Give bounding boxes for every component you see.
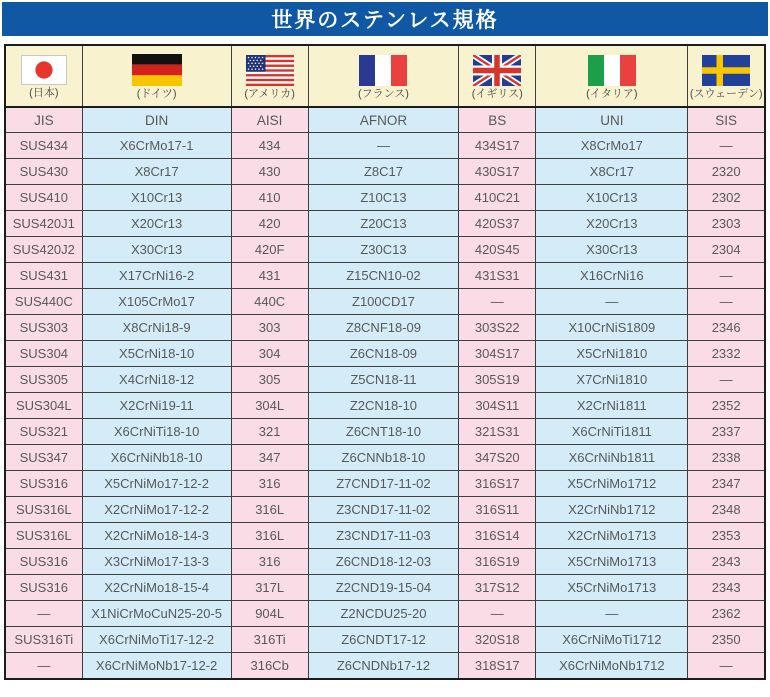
table-cell: — — [536, 601, 688, 627]
table-row — [5, 523, 765, 549]
table-cell: 2343 — [688, 575, 765, 601]
table-cell: 316S11 — [459, 497, 536, 523]
flag-header-row — [5, 45, 765, 107]
table-cell: 430 — [231, 159, 308, 185]
table-cell: Z6CNT18-10 — [308, 419, 458, 445]
table-cell: SUS305 — [5, 367, 82, 393]
table-cell: 316L — [231, 497, 308, 523]
table-cell: SUS321 — [5, 419, 82, 445]
table-cell: 318S17 — [459, 653, 536, 680]
table-cell: 303 — [231, 315, 308, 341]
table-cell: Z6CNDNb17-12 — [308, 653, 458, 680]
country-label: (日本) — [29, 87, 59, 99]
table-cell: X2CrNiNb1712 — [536, 497, 688, 523]
table-cell: — — [459, 601, 536, 627]
table-cell: 303S22 — [459, 315, 536, 341]
table-cell: 410C21 — [459, 185, 536, 211]
country-label: (フランス) — [357, 87, 409, 100]
table-cell: 2332 — [688, 341, 765, 367]
table-cell: Z3CND17-11-02 — [308, 497, 458, 523]
table-cell: Z8CNF18-09 — [308, 315, 458, 341]
table-cell: SUS410 — [5, 185, 82, 211]
table-cell: SUS420J2 — [5, 237, 82, 263]
france-flag-icon — [359, 55, 407, 86]
table-cell: 316S19 — [459, 549, 536, 575]
table-cell: — — [688, 289, 765, 315]
table-cell: X5CrNi1810 — [536, 341, 688, 367]
table-cell: 2302 — [688, 185, 765, 211]
header-sweden — [688, 45, 765, 107]
table-cell: X16CrNi16 — [536, 263, 688, 289]
table-cell: X8CrMo17 — [536, 133, 688, 159]
table-cell: X2CrNi1811 — [536, 393, 688, 419]
table-cell: Z30C13 — [308, 237, 458, 263]
table-cell: 347S20 — [459, 445, 536, 471]
table-cell: SUS316L — [5, 523, 82, 549]
table-cell: — — [688, 653, 765, 680]
table-cell: 321S31 — [459, 419, 536, 445]
table-cell: SUS303 — [5, 315, 82, 341]
table-cell: X2CrNi19-11 — [82, 393, 231, 419]
header-italy — [536, 45, 688, 107]
table-cell: X2CrNiMo1713 — [536, 523, 688, 549]
table-cell: Z2CN18-10 — [308, 393, 458, 419]
table-cell: 431 — [231, 263, 308, 289]
code-sis: SIS — [688, 107, 765, 133]
table-cell: Z7CND17-11-02 — [308, 471, 458, 497]
table-cell: — — [688, 133, 765, 159]
country-label: (ドイツ) — [136, 88, 177, 100]
table-cell: X5CrNiMo1712 — [536, 471, 688, 497]
usa-flag-icon — [246, 55, 294, 86]
table-cell: X105CrMo17 — [82, 289, 231, 315]
table-cell: X6CrMo17-1 — [82, 133, 231, 159]
table-cell: SUS316L — [5, 497, 82, 523]
table-cell: — — [5, 653, 82, 680]
table-cell: 440C — [231, 289, 308, 315]
table-row — [5, 601, 765, 627]
table-cell: Z100CD17 — [308, 289, 458, 315]
table-cell: X2CrNiMo18-14-3 — [82, 523, 231, 549]
table-cell: 2346 — [688, 315, 765, 341]
japan-flag-icon — [21, 55, 67, 85]
table-cell: X20Cr13 — [82, 211, 231, 237]
table-cell: — — [536, 289, 688, 315]
table-row — [5, 211, 765, 237]
table-cell: X7CrNi1810 — [536, 367, 688, 393]
table-cell: 304S17 — [459, 341, 536, 367]
table-row — [5, 419, 765, 445]
table-cell: 317S12 — [459, 575, 536, 601]
table-cell: X5CrNiMo1713 — [536, 575, 688, 601]
table-cell: X20Cr13 — [536, 211, 688, 237]
table-row — [5, 367, 765, 393]
table-cell: Z2NCDU25-20 — [308, 601, 458, 627]
table-cell: — — [688, 367, 765, 393]
table-cell: Z6CN18-09 — [308, 341, 458, 367]
table-cell: X5CrNiMo17-12-2 — [82, 471, 231, 497]
table-cell: 316 — [231, 549, 308, 575]
table-cell: — — [459, 289, 536, 315]
table-cell: X5CrNi18-10 — [82, 341, 231, 367]
table-row — [5, 289, 765, 315]
table-cell: 2347 — [688, 471, 765, 497]
country-label: (イタリア) — [586, 87, 638, 100]
germany-flag-icon — [132, 54, 182, 86]
code-aisi: AISI — [231, 107, 308, 133]
table-cell: 420S45 — [459, 237, 536, 263]
table-cell: SUS420J1 — [5, 211, 82, 237]
table-cell: SUS440C — [5, 289, 82, 315]
table-row — [5, 237, 765, 263]
table-cell: X8Cr17 — [82, 159, 231, 185]
table-cell: Z6CNNb18-10 — [308, 445, 458, 471]
table-cell: Z5CN18-11 — [308, 367, 458, 393]
table-cell: 434S17 — [459, 133, 536, 159]
table-cell: Z20C13 — [308, 211, 458, 237]
table-cell: X8CrNi18-9 — [82, 315, 231, 341]
table-cell: 2303 — [688, 211, 765, 237]
country-label: (イギリス) — [471, 87, 523, 100]
table-cell: SUS316 — [5, 471, 82, 497]
table-cell: SUS431 — [5, 263, 82, 289]
header-uk — [459, 45, 536, 107]
table-cell: SUS304 — [5, 341, 82, 367]
table-row — [5, 653, 765, 680]
table-cell: 904L — [231, 601, 308, 627]
standards-table-body — [5, 133, 765, 680]
table-cell: 431S31 — [459, 263, 536, 289]
table-cell: 2353 — [688, 523, 765, 549]
table-row — [5, 185, 765, 211]
table-cell: 430S17 — [459, 159, 536, 185]
table-cell: SUS316 — [5, 575, 82, 601]
header-usa — [231, 45, 308, 107]
table-cell: SUS430 — [5, 159, 82, 185]
table-cell: X6CrNiMoNb1712 — [536, 653, 688, 680]
table-cell: X6CrNiNb18-10 — [82, 445, 231, 471]
table-cell: X2CrNiMo17-12-2 — [82, 497, 231, 523]
table-cell: 317L — [231, 575, 308, 601]
table-cell: Z6CNDT17-12 — [308, 627, 458, 653]
table-row — [5, 263, 765, 289]
table-cell: 434 — [231, 133, 308, 159]
table-cell: X6CrNiMoTi1712 — [536, 627, 688, 653]
table-cell: X1NiCrMoCuN25-20-5 — [82, 601, 231, 627]
table-cell: X10Cr13 — [536, 185, 688, 211]
code-afnor: AFNOR — [308, 107, 458, 133]
table-cell: SUS304L — [5, 393, 82, 419]
code-uni: UNI — [536, 107, 688, 133]
table-cell: Z3CND17-11-03 — [308, 523, 458, 549]
table-cell: 2338 — [688, 445, 765, 471]
table-row — [5, 549, 765, 575]
table-cell: 2362 — [688, 601, 765, 627]
table-cell: 2337 — [688, 419, 765, 445]
table-cell: SUS434 — [5, 133, 82, 159]
code-jis: JIS — [5, 107, 82, 133]
table-row — [5, 497, 765, 523]
table-cell: X10CrNiS1809 — [536, 315, 688, 341]
table-cell: X5CrNiMo1713 — [536, 549, 688, 575]
table-cell: X6CrNiNb1811 — [536, 445, 688, 471]
table-cell: X3CrNiMo17-13-3 — [82, 549, 231, 575]
table-cell: 347 — [231, 445, 308, 471]
table-cell: 305 — [231, 367, 308, 393]
table-cell: Z2CND19-15-04 — [308, 575, 458, 601]
table-cell: 2352 — [688, 393, 765, 419]
table-cell: SUS347 — [5, 445, 82, 471]
table-cell: 316S17 — [459, 471, 536, 497]
table-row — [5, 445, 765, 471]
table-cell: 321 — [231, 419, 308, 445]
table-row — [5, 627, 765, 653]
page-title: 世界のステンレス規格 — [271, 9, 499, 32]
table-cell: 316S14 — [459, 523, 536, 549]
table-cell: 316Ti — [231, 627, 308, 653]
table-row — [5, 341, 765, 367]
table-row — [5, 133, 765, 159]
standards-table — [4, 44, 766, 680]
table-cell: Z8C17 — [308, 159, 458, 185]
standard-code-row — [5, 107, 765, 133]
table-cell: X10Cr13 — [82, 185, 231, 211]
table-row — [5, 471, 765, 497]
table-cell: 316Cb — [231, 653, 308, 680]
header-france — [308, 45, 458, 107]
table-cell: 2304 — [688, 237, 765, 263]
page-title-banner — [2, 2, 768, 36]
table-cell: 2320 — [688, 159, 765, 185]
code-din: DIN — [82, 107, 231, 133]
table-cell: 420S37 — [459, 211, 536, 237]
table-cell: X6CrNiMoTi17-12-2 — [82, 627, 231, 653]
table-row — [5, 393, 765, 419]
table-cell: — — [688, 263, 765, 289]
table-cell: 2350 — [688, 627, 765, 653]
table-cell: — — [5, 601, 82, 627]
table-row — [5, 159, 765, 185]
table-cell: X6CrNiTi18-10 — [82, 419, 231, 445]
table-cell: 410 — [231, 185, 308, 211]
table-cell: X6CrNiMoNb17-12-2 — [82, 653, 231, 680]
table-cell: X4CrNi18-12 — [82, 367, 231, 393]
table-cell: 305S19 — [459, 367, 536, 393]
table-cell: 304S11 — [459, 393, 536, 419]
table-cell: X8Cr17 — [536, 159, 688, 185]
table-cell: Z10C13 — [308, 185, 458, 211]
table-cell: X30Cr13 — [536, 237, 688, 263]
table-cell: 2343 — [688, 549, 765, 575]
table-row — [5, 315, 765, 341]
table-cell: 304 — [231, 341, 308, 367]
table-cell: X30Cr13 — [82, 237, 231, 263]
table-cell: Z15CN10-02 — [308, 263, 458, 289]
table-cell: SUS316 — [5, 549, 82, 575]
table-cell: X17CrNi16-2 — [82, 263, 231, 289]
table-cell: 320S18 — [459, 627, 536, 653]
table-cell: X2CrNiMo18-15-4 — [82, 575, 231, 601]
uk-flag-icon — [473, 55, 521, 86]
italy-flag-icon — [588, 55, 636, 86]
table-cell: 420F — [231, 237, 308, 263]
table-cell: — — [308, 133, 458, 159]
table-cell: SUS316Ti — [5, 627, 82, 653]
country-label: (スウェーデン) — [689, 87, 763, 100]
table-cell: Z6CND18-12-03 — [308, 549, 458, 575]
table-cell: X6CrNiTi1811 — [536, 419, 688, 445]
sweden-flag-icon — [702, 55, 750, 86]
country-label: (アメリカ) — [244, 87, 295, 100]
table-cell: 2348 — [688, 497, 765, 523]
table-cell: 304L — [231, 393, 308, 419]
header-japan — [5, 45, 82, 107]
table-cell: 316L — [231, 523, 308, 549]
table-row — [5, 575, 765, 601]
header-germany — [82, 45, 231, 107]
table-cell: 316 — [231, 471, 308, 497]
table-cell: 420 — [231, 211, 308, 237]
code-bs: BS — [459, 107, 536, 133]
